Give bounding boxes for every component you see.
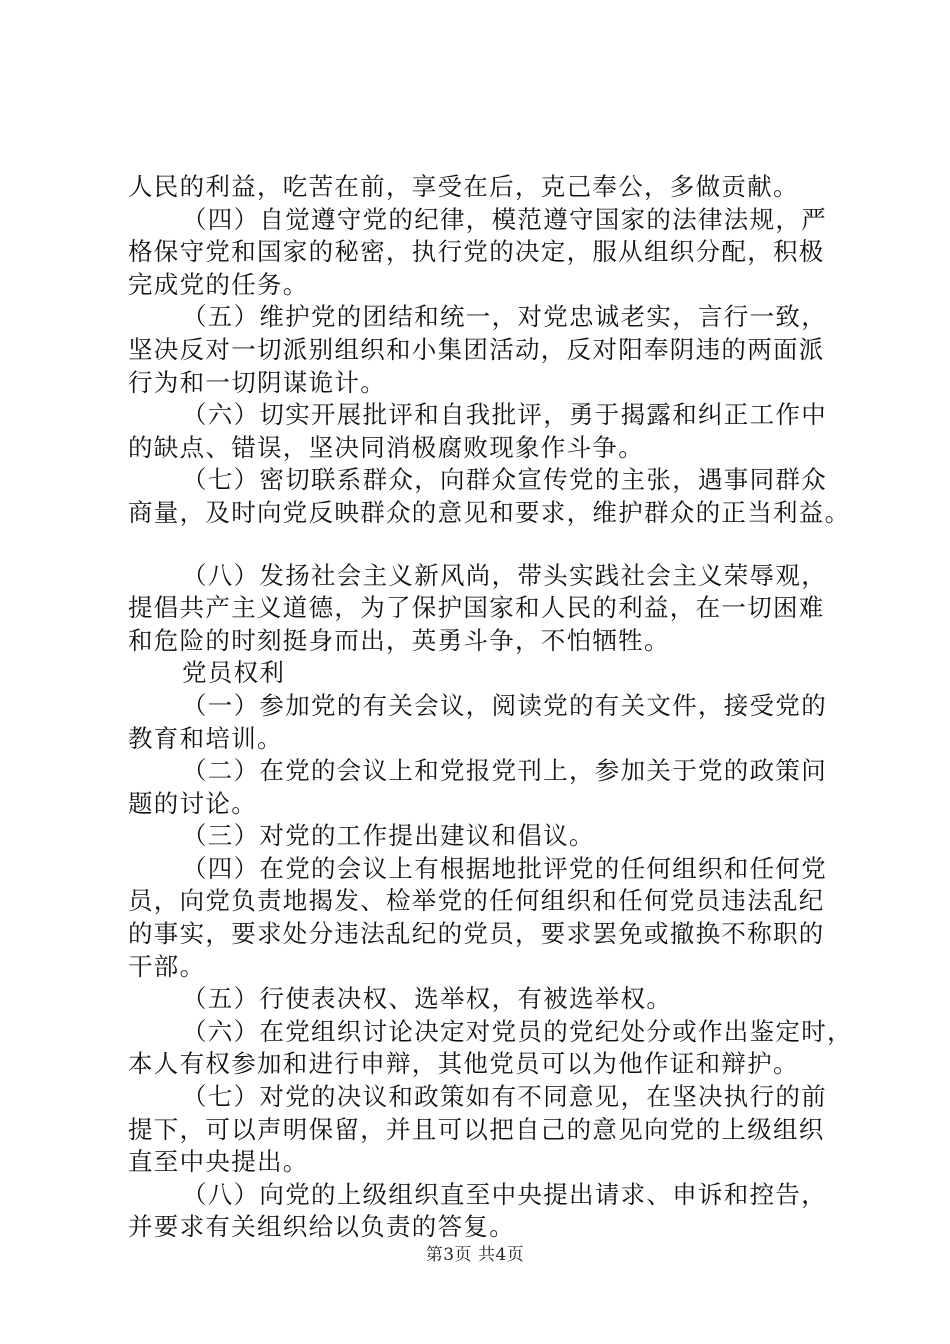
paragraph-duty-7 xyxy=(128,464,851,529)
text-line: 员，向党负责地揭发、检举党的任何组织和任何党员违法乱纪 xyxy=(128,886,825,916)
text-line: 本人有权参加和进行申辩，其他党员可以为他作证和辩护。 xyxy=(128,1049,799,1079)
text-line: 的事实，要求处分违法乱纪的党员，要求罢免或撤换不称职的 xyxy=(128,919,825,949)
document-body xyxy=(128,171,853,1244)
paragraph-right-4 xyxy=(128,853,848,983)
text-line: （六）切实开展批评和自我批评，勇于揭露和纠正工作中 xyxy=(182,400,827,430)
paragraph-continuation xyxy=(128,171,848,204)
text-line: （四）自觉遵守党的纪律，模范遵守国家的法律法规，严 xyxy=(182,204,827,234)
paragraph-duty-6 xyxy=(128,399,848,464)
paragraph-duty-5 xyxy=(128,301,848,399)
paragraph-right-5 xyxy=(128,983,848,1016)
paragraph-right-6 xyxy=(128,1016,853,1081)
section-heading-rights xyxy=(128,657,848,690)
text-line: 教育和培训。 xyxy=(128,723,283,753)
text-line: 完成党的任务。 xyxy=(128,269,309,299)
paragraph-right-3 xyxy=(128,820,848,853)
text-line: （五）行使表决权、选举权，有被选举权。 xyxy=(182,984,673,1014)
text-line: 行为和一切阴谋诡计。 xyxy=(128,367,386,397)
text-line: （三）对党的工作提出建议和倡议。 xyxy=(182,821,595,851)
page-number-footer: 第3页 共4页 xyxy=(425,1245,525,1265)
text-line: （一）参加党的有关会议，阅读党的有关文件，接受党的 xyxy=(182,690,827,720)
text-line: 格保守党和国家的秘密，执行党的决定，服从组织分配，积极 xyxy=(128,237,825,267)
text-line: （四）在党的会议上有根据地批评党的任何组织和任何党 xyxy=(182,853,827,883)
text-line: 直至中央提出。 xyxy=(128,1147,309,1177)
paragraph-right-8 xyxy=(128,1179,848,1244)
text-line: 题的讨论。 xyxy=(128,788,257,818)
text-line: （六）在党组织讨论决定对党员的党纪处分或作出鉴定时， xyxy=(182,1016,853,1046)
text-line: 商量，及时向党反映群众的意见和要求，维护群众的正当利益。 xyxy=(128,497,851,527)
text-line: （五）维护党的团结和统一，对党忠诚老实，言行一致， xyxy=(182,302,827,332)
text-line: （七）对党的决议和政策如有不同意见，在坚决执行的前 xyxy=(182,1082,827,1112)
text-line: 和危险的时刻挺身而出，英勇斗争，不怕牺牲。 xyxy=(128,625,670,655)
text-line: 坚决反对一切派别组织和小集团活动，反对阳奉阴违的两面派 xyxy=(128,334,825,364)
text-line: （八）发扬社会主义新风尚，带头实践社会主义荣辱观， xyxy=(182,560,827,590)
paragraph-right-1 xyxy=(128,690,848,755)
text-line: 人民的利益，吃苦在前，享受在后，克己奉公，多做贡献。 xyxy=(128,172,799,201)
paragraph-right-2 xyxy=(128,755,848,820)
text-line: 提倡共产主义道德，为了保护国家和人民的利益，在一切困难 xyxy=(128,593,825,623)
text-line: 提下，可以声明保留，并且可以把自己的意见向党的上级组织 xyxy=(128,1114,825,1144)
text-line: 的缺点、错误，坚决同消极腐败现象作斗争。 xyxy=(128,432,644,462)
paragraph-right-7 xyxy=(128,1081,848,1179)
text-line: 并要求有关组织给以负责的答复。 xyxy=(128,1212,515,1242)
text-line: 党员权利 xyxy=(182,658,286,688)
paragraph-duty-4 xyxy=(128,204,848,302)
text-line: 干部。 xyxy=(128,951,206,981)
paragraph-duty-8 xyxy=(128,560,848,658)
paragraph-gap xyxy=(128,530,848,560)
text-line: （七）密切联系群众，向群众宣传党的主张，遇事同群众 xyxy=(182,465,827,495)
text-line: （八）向党的上级组织直至中央提出请求、申诉和控告， xyxy=(182,1179,827,1209)
text-line: （二）在党的会议上和党报党刊上，参加关于党的政策问 xyxy=(182,756,827,786)
